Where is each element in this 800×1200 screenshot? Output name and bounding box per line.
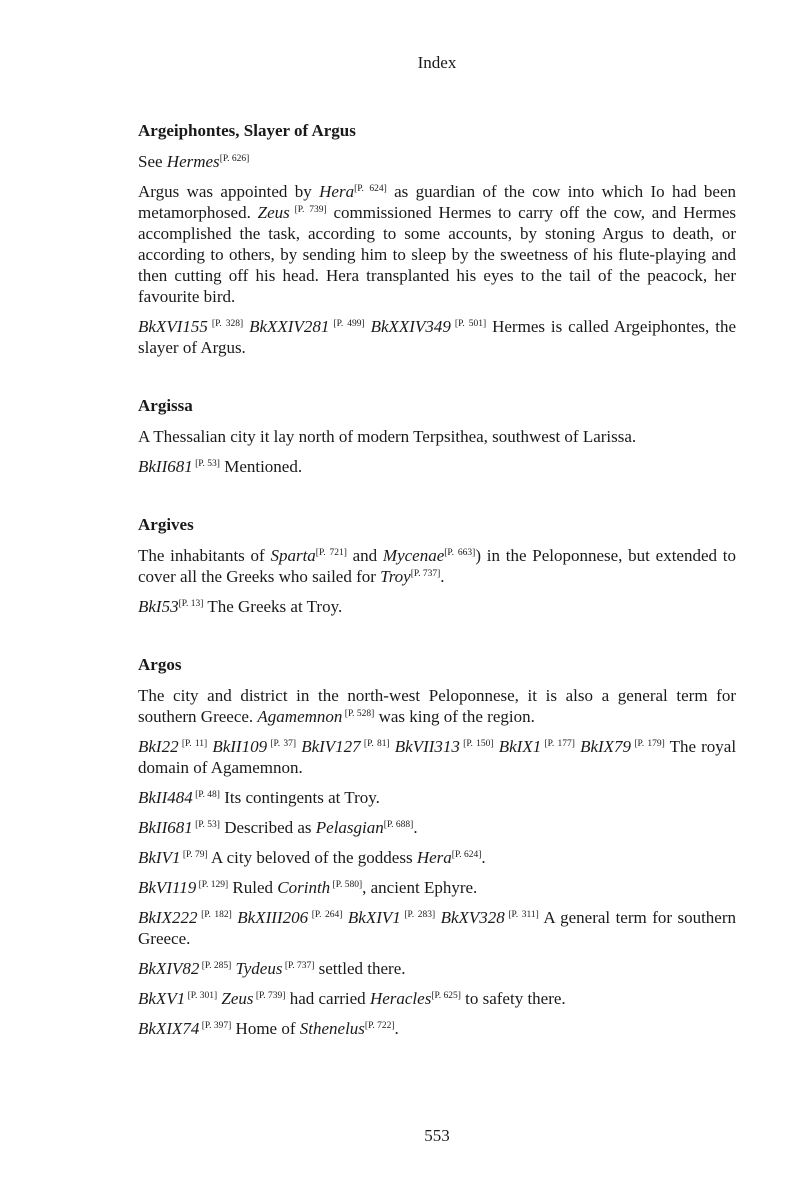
page-reference: [P. 499] <box>329 319 365 329</box>
page-number: 553 <box>424 1126 450 1145</box>
cross-reference-link[interactable]: Zeus <box>257 203 290 222</box>
cross-reference-link[interactable]: Heracles <box>369 989 432 1008</box>
cross-reference-link[interactable]: BkI53 <box>138 597 179 616</box>
page-header: Index <box>417 53 457 72</box>
page-reference: [P. 301] <box>185 991 218 1001</box>
text-run: The inhabitants of <box>138 546 271 565</box>
cross-reference-link[interactable]: BkXIV1 <box>347 908 401 927</box>
cross-reference-link[interactable]: BkXIII206 <box>237 908 309 927</box>
page-reference: [P. 13] <box>178 599 204 609</box>
text-run: A general term for southern Greece. <box>138 908 737 948</box>
entry-paragraph <box>138 316 736 358</box>
cross-reference-link[interactable]: BkI22 <box>138 737 179 756</box>
index-content <box>138 121 736 1048</box>
page-reference: [P. 737] <box>410 569 441 579</box>
page-reference: [P. 283] <box>400 910 436 920</box>
entry-paragraph <box>138 988 736 1009</box>
text-run: . <box>394 1019 399 1038</box>
page-reference: [P. 285] <box>199 961 232 971</box>
text-run: Described as <box>219 818 316 837</box>
text-run: . <box>413 818 418 837</box>
entry-paragraph <box>138 181 736 307</box>
entry-paragraph <box>138 877 736 898</box>
entry-paragraph <box>138 151 736 172</box>
cross-reference-link[interactable]: BkIX1 <box>498 737 542 756</box>
page-reference: [P. 182] <box>197 910 232 920</box>
text-run: , ancient Ephyre. <box>362 878 478 897</box>
page-reference: [P. 311] <box>504 910 539 920</box>
cross-reference-link[interactable]: BkXVI155 <box>138 317 208 336</box>
cross-reference-link[interactable]: BkIX222 <box>138 908 198 927</box>
cross-reference-link[interactable]: Troy <box>380 567 411 586</box>
page-reference: [P. 501] <box>450 319 487 329</box>
page-reference: [P. 580] <box>330 880 363 890</box>
page-reference: [P. 177] <box>541 739 575 749</box>
entry-title: Argeiphontes, Slayer of Argus <box>138 121 356 140</box>
page-reference: [P. 688] <box>383 820 414 830</box>
entry-paragraph <box>138 426 736 447</box>
cross-reference-link[interactable]: BkXV328 <box>440 908 505 927</box>
page-reference: [P. 264] <box>308 910 343 920</box>
page-reference: [P. 81] <box>360 739 390 749</box>
cross-reference-link[interactable]: Hermes <box>166 152 220 171</box>
page-reference: [P. 739] <box>289 205 327 215</box>
text-run: . <box>440 567 445 586</box>
page-reference: [P. 79] <box>180 850 208 860</box>
text-run: Ruled <box>228 878 278 897</box>
entry-title: Argissa <box>138 396 193 415</box>
page-reference: [P. 328] <box>207 319 244 329</box>
cross-reference-link[interactable]: Agamemnon <box>257 707 343 726</box>
page-reference: [P. 397] <box>199 1021 232 1031</box>
entry-paragraph <box>138 685 736 727</box>
text-run: Mentioned. <box>219 457 303 476</box>
page-reference: [P. 528] <box>342 709 375 719</box>
entry-paragraph <box>138 847 736 868</box>
text-run: Home of <box>231 1019 300 1038</box>
entry-title: Argives <box>138 515 194 534</box>
entry-title: Argos <box>138 655 182 674</box>
cross-reference-link[interactable]: Mycenae <box>382 546 445 565</box>
text-run: and <box>346 546 383 565</box>
page-reference: [P. 624] <box>451 850 482 860</box>
text-run: . <box>481 848 486 867</box>
text-run: settled there. <box>314 959 406 978</box>
text-run: to safety there. <box>460 989 566 1008</box>
text-run: A Thessalian city it lay north of modern Terpsithea, southwest of Larissa. <box>138 427 637 446</box>
text-run: Argus was appointed by <box>138 182 320 201</box>
cross-reference-link[interactable]: Hera <box>416 848 452 867</box>
cross-reference-link[interactable]: BkII484 <box>138 788 193 807</box>
cross-reference-link[interactable]: BkIX79 <box>580 737 632 756</box>
text-run: Hermes is called Argeiphontes, the slayer of Argus. <box>138 317 737 357</box>
text-run: A city beloved of the goddess <box>207 848 417 867</box>
text-run: commissioned Hermes to carry off the cow, and Hermes accomplished the task, according to some accounts, by stoning Argus to death, or according to others, by sending him to sleep by the sweetness of his flute-playing and then cutting off his head. Hera transplanted his eyes to the tail of the peacock, her favourite bird. <box>138 203 736 306</box>
text-run: The city and district in the north-west Peloponnese, it is also a general term for southern Greece. <box>138 686 736 726</box>
page-reference: [P. 625] <box>431 991 461 1001</box>
cross-reference-link[interactable]: BkII681 <box>138 818 193 837</box>
entry-paragraph <box>138 907 736 949</box>
page-reference: [P. 150] <box>459 739 494 749</box>
index-entry <box>138 655 736 1039</box>
cross-reference-link[interactable]: BkII681 <box>138 457 193 476</box>
cross-reference-link[interactable]: Tydeus <box>235 959 283 978</box>
text-run: ) in the Peloponnese, but extended to cover all the Greeks who sailed for <box>138 546 736 586</box>
cross-reference-link[interactable]: Pelasgian <box>315 818 384 837</box>
page-reference: [P. 737] <box>282 961 315 971</box>
cross-reference-link[interactable]: BkXXIV349 <box>370 317 451 336</box>
cross-reference-link[interactable]: Sparta <box>270 546 316 565</box>
page-reference: [P. 624] <box>354 184 387 194</box>
entry-paragraph <box>138 817 736 838</box>
text-run: as guardian of the cow into which Io had been metamorphosed. <box>138 182 736 222</box>
entry-paragraph <box>138 1018 736 1039</box>
page-reference: [P. 129] <box>196 880 229 890</box>
entry-paragraph <box>138 736 736 778</box>
cross-reference-link[interactable]: BkXIV82 <box>138 959 200 978</box>
page-reference: [P. 48] <box>192 790 220 800</box>
entry-paragraph <box>138 456 736 477</box>
index-entry <box>138 515 736 617</box>
page-reference: [P. 53] <box>192 820 220 830</box>
page-reference: [P. 722] <box>364 1021 395 1031</box>
page-reference: [P. 626] <box>219 154 250 164</box>
cross-reference-link[interactable]: Sthenelus <box>299 1019 365 1038</box>
cross-reference-link[interactable]: BkIV127 <box>301 737 361 756</box>
page-reference: [P. 739] <box>253 991 286 1001</box>
text-run: had carried <box>285 989 370 1008</box>
text-run: See <box>138 152 167 171</box>
cross-reference-link[interactable]: BkVII313 <box>394 737 460 756</box>
cross-reference-link[interactable]: BkXXIV281 <box>249 317 330 336</box>
page-reference: [P. 37] <box>267 739 297 749</box>
cross-reference-link[interactable]: Hera <box>319 182 355 201</box>
cross-reference-link[interactable]: Corinth <box>277 878 331 897</box>
cross-reference-link[interactable]: BkXV1 <box>138 989 186 1008</box>
entry-paragraph <box>138 545 736 587</box>
index-entry <box>138 396 736 477</box>
page-reference: [P. 53] <box>192 459 220 469</box>
cross-reference-link[interactable]: BkIV1 <box>138 848 181 867</box>
cross-reference-link[interactable]: BkII109 <box>212 737 268 756</box>
page-reference: [P. 11] <box>178 739 208 749</box>
entry-paragraph <box>138 787 736 808</box>
page-reference: [P. 721] <box>315 548 347 558</box>
page-reference: [P. 179] <box>631 739 665 749</box>
cross-reference-link[interactable]: BkVI119 <box>138 878 197 897</box>
entry-paragraph <box>138 958 736 979</box>
cross-reference-link[interactable]: BkXIX74 <box>138 1019 200 1038</box>
text-run: The Greeks at Troy. <box>203 597 343 616</box>
text-run: The royal domain of Agamemnon. <box>138 737 737 777</box>
index-entry <box>138 121 736 358</box>
cross-reference-link[interactable]: Zeus <box>221 989 254 1008</box>
page-reference: [P. 663] <box>444 548 476 558</box>
text-run: Its contingents at Troy. <box>219 788 380 807</box>
entry-paragraph <box>138 596 736 617</box>
text-run: was king of the region. <box>374 707 535 726</box>
